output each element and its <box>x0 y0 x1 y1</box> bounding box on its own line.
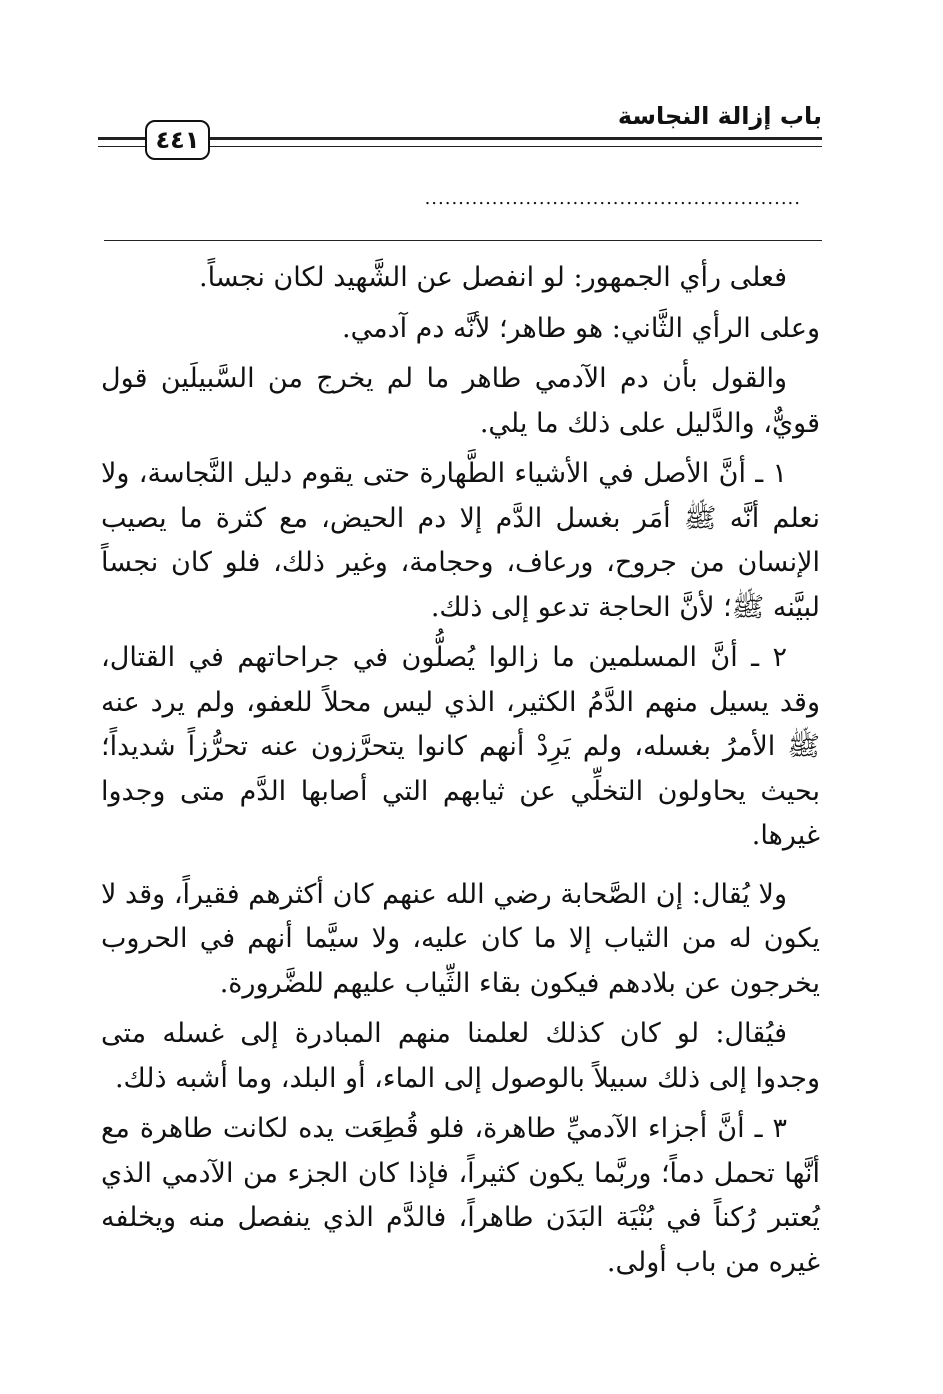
dotted-line: ........................................................ <box>424 190 801 208</box>
paragraph-2: وعلى الرأي الثَّاني: هو طاهر؛ لأنَّه دم آدمي. <box>342 312 820 344</box>
paragraph-4: ١ ـ أنَّ الأصل في الأشياء الطَّهارة حتى يقوم دليل النَّجاسة، ولا نعلم أنَّه ﷺ أمَر بغسل الدَّم إلا دم الحيض، مع كثرة ما يصيب الإنسان من جروح، ورعاف، وحجامة، وغير ذلك، فلو كان نجساً لبيَّنه ﷺ؛ لأنَّ الحاجة تدعو إلى ذلك. <box>101 458 820 623</box>
paragraph-3: والقول بأن دم الآدمي طاهر ما لم يخرج من السَّبيلَين قول قويٌّ، والدَّليل على ذلك ما يلي. <box>101 363 820 439</box>
paragraph-8: ٣ ـ أنَّ أجزاء الآدميِّ طاهرة، فلو قُطِعَت يده لكانت طاهرة مع أنَّها تحمل دماً؛ وربَّما يكون كثيراً، فإذا كان الجزء من الآدمي الذي يُعتبر رُكناً في بُنْيَة البَدَن طاهراً، فالدَّم الذي ينفصل منه ويخلفه غيره من باب أولى. <box>101 1113 820 1278</box>
content-separator <box>104 240 822 241</box>
header-double-rule-right <box>210 137 822 147</box>
page-content <box>101 256 820 1291</box>
paragraph-1: فعلى رأي الجمهور: لو انفصل عن الشَّهيد لكان نجساً. <box>199 262 787 293</box>
page-header <box>98 92 822 172</box>
paragraph-6: ولا يُقال: إن الصَّحابة رضي الله عنهم كان أكثرهم فقيراً، وقد لا يكون له من الثياب إلا ما كان عليه، ولا سيَّما أنهم في الحروب يخرجون عن بلادهم فيكون بقاء الثِّياب عليهم للضَّرورة. <box>101 878 820 999</box>
chapter-title: باب إزالة النجاسة <box>617 102 822 130</box>
header-double-rule-left <box>98 137 146 147</box>
paragraph-7: فيُقال: لو كان كذلك لعلمنا منهم المبادرة إلى غسله متى وجدوا إلى ذلك سبيلاً بالوصول إلى الماء، أو البلد، وما أشبه ذلك. <box>101 1018 820 1094</box>
paragraph-5: ٢ ـ أنَّ المسلمين ما زالوا يُصلُّون في جراحاتهم في القتال، وقد يسيل منهم الدَّمُ الكثير، الذي ليس محلاً للعفو، ولم يرد عنه ﷺ الأمرُ بغسله، ولم يَرِدْ أنهم كانوا يتحرَّزون عنه تحرُّزاً شديداً؛ بحيث يحاولون التخلِّي عن ثيابهم التي أصابها الدَّم متى وجدوا غيرها. <box>101 642 820 851</box>
page-number: ٤٤١ <box>145 120 210 160</box>
